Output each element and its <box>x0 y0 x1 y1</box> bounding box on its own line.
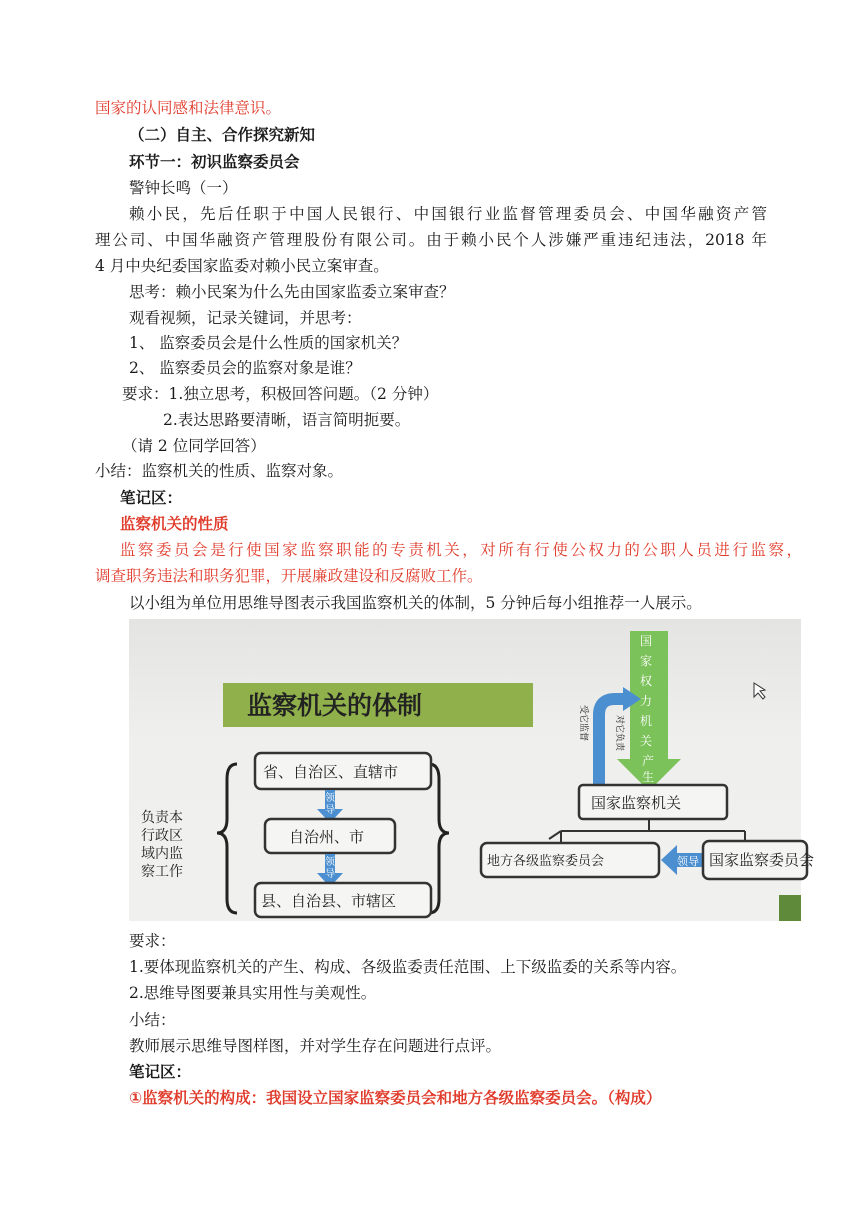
cursor-icon <box>754 683 765 699</box>
case-text-2: 理公司、中国华融资产管理股份有限公司。由于赖小民个人涉嫌严重违纪违法，2018 年 <box>95 231 767 249</box>
notes-heading-nature: 监察机关的性质 <box>120 515 229 533</box>
side-label-2: 行政区 <box>141 828 183 844</box>
notes-composition: ①监察机关的构成：我国设立国家监察委员会和地方各级监察委员会。（构成） <box>129 1089 662 1107</box>
side-label-4: 察工作 <box>141 864 183 880</box>
summary-1: 小结：监察机关的性质、监察对象。 <box>95 462 344 480</box>
produce-char-2: 家 <box>640 654 653 668</box>
lead-horizontal: 领导 <box>677 855 699 868</box>
mind-map-diagram <box>129 619 815 921</box>
requirement-item-2: 2.思维导图要兼具实用性与美观性。 <box>129 984 377 1002</box>
requirement-1: 要求：1.独立思考，积极回答问题。（2 分钟） <box>122 385 439 403</box>
answer-note: （请 2 位同学回答） <box>122 437 266 455</box>
requirement-2: 2.表达思路要清晰，语言简明扼要。 <box>163 411 411 429</box>
question-2: 2、 监察委员会的监察对象是谁？ <box>129 359 361 377</box>
produce-char-7: 产 <box>642 754 655 768</box>
responsible-text: 对它负责 <box>614 715 624 752</box>
produce-char-8: 生 <box>642 770 655 784</box>
summary-label: 小结： <box>129 1011 176 1029</box>
subsection-heading: 环节一：初识监察委员会 <box>129 153 300 171</box>
notes-nature-text-2: 调查职务违法和职务犯罪，开展廉政建设和反腐败工作。 <box>95 567 483 585</box>
case-text-3: 4 月中央纪委国家监委对赖小民立案审查。 <box>95 257 389 275</box>
group-task: 以小组为单位用思维导图表示我国监察机关的体制，5 分钟后每小组推荐一人展示。 <box>129 594 702 612</box>
left-brace <box>217 764 237 913</box>
side-label-3: 域内监 <box>141 846 183 862</box>
continued-text: 国家的认同感和法律意识。 <box>95 99 282 117</box>
notes-nature-text-1: 监察委员会是行使国家监察职能的专责机关，对所有行使公权力的公职人员进行监察， <box>120 541 802 559</box>
produce-char-3: 权 <box>640 674 653 688</box>
produce-char-6: 关 <box>640 734 653 748</box>
produce-char-5: 机 <box>640 714 653 728</box>
lead-text-1b: 导 <box>325 805 335 816</box>
local-committees: 地方各级监察委员会 <box>487 854 605 869</box>
produce-char-1: 国 <box>640 634 653 648</box>
level-county: 县、自治县、市辖区 <box>261 892 397 910</box>
level-province: 省、自治区、直辖市 <box>263 763 399 781</box>
lead-text-1a: 领 <box>325 793 335 804</box>
side-label-1: 负责本 <box>141 810 183 826</box>
notes-label-1: 笔记区： <box>120 489 183 507</box>
supervise-text: 受它监督 <box>578 705 588 742</box>
case-heading: 警钟长鸣（一） <box>129 179 238 197</box>
notes-label-2: 笔记区： <box>129 1063 192 1081</box>
think-question: 思考：赖小民案为什么先由国家监委立案审查？ <box>129 283 455 301</box>
section-heading: （二）自主、合作探究新知 <box>129 126 316 144</box>
produce-char-4: 力 <box>640 694 653 708</box>
corner-decoration <box>779 895 801 921</box>
level-prefecture: 自治州、市 <box>289 828 365 846</box>
requirement-item-1: 1.要体现监察机关的产生、构成、各级监委责任范围、上下级监委的关系等内容。 <box>129 958 687 976</box>
lead-text-2b: 导 <box>325 869 335 880</box>
summary-text: 教师展示思维导图样图，并对学生存在问题进行点评。 <box>129 1037 502 1055</box>
requirements-label: 要求： <box>129 932 176 950</box>
diagram-title: 监察机关的体制 <box>247 691 423 720</box>
mind-map-figure <box>129 619 815 921</box>
national-organ: 国家监察机关 <box>591 794 682 812</box>
video-instruction: 观看视频，记录关键词，并思考： <box>129 309 362 327</box>
national-committee: 国家监察委员会 <box>709 851 815 869</box>
question-1: 1、 监察委员会是什么性质的国家机关？ <box>129 334 408 352</box>
case-text-1: 赖小民，先后任职于中国人民银行、中国银行业监督管理委员会、中国华融资产管 <box>129 205 767 223</box>
lead-text-2a: 领 <box>325 857 335 868</box>
